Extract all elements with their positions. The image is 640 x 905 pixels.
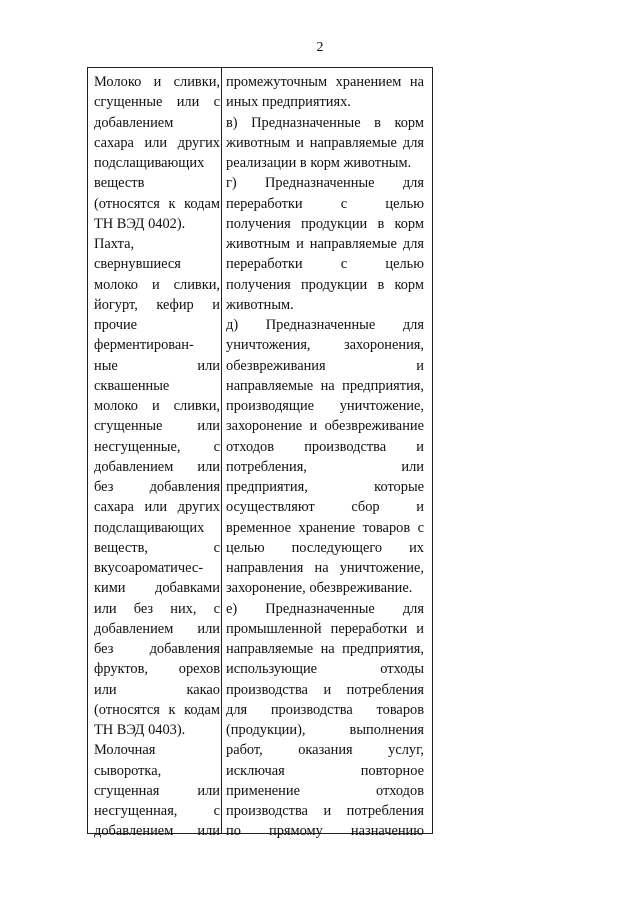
text-line: добавлением bbox=[94, 114, 174, 131]
text-line: для производства товаров bbox=[226, 701, 424, 718]
text-line: в) Предназначенные в корм bbox=[226, 114, 424, 131]
text-line: ные или bbox=[94, 357, 220, 374]
text-line: Молочная bbox=[94, 742, 156, 759]
text-line: д) Предназначенные для bbox=[226, 317, 424, 333]
text-line: веществ, с bbox=[94, 539, 220, 556]
text-line: по прямому назначению bbox=[226, 823, 424, 840]
text-line: ТН ВЭД 0403). bbox=[94, 722, 186, 738]
text-line: вкусоароматичес- bbox=[94, 560, 204, 576]
text-line: захоронение, обезвреживание. bbox=[226, 580, 413, 597]
text-line: йогурт, кефир и bbox=[94, 296, 220, 313]
text-line: производства и потребления bbox=[226, 803, 424, 819]
text-line: несгущенная, с bbox=[94, 803, 220, 819]
page-number: 2 bbox=[316, 40, 324, 55]
text-line: без добавления bbox=[94, 479, 220, 495]
text-line: сахара или других bbox=[94, 134, 220, 151]
text-line: работ, оказания услуг, bbox=[226, 742, 424, 759]
text-line: Молоко и сливки, bbox=[94, 74, 220, 90]
text-line: веществ bbox=[94, 175, 145, 192]
text-line: молоко и сливки, bbox=[94, 398, 220, 414]
text-line: или какао bbox=[94, 681, 220, 698]
text-line: получения продукции в корм bbox=[226, 276, 424, 293]
text-line: применение отходов bbox=[226, 782, 424, 799]
text-line: свернувшиеся bbox=[94, 256, 181, 273]
text-line: е) Предназначенные для bbox=[226, 600, 424, 617]
text-line: сгущенная или bbox=[94, 782, 220, 799]
text-line: переработки с целью bbox=[226, 195, 424, 212]
text-line: направления на уничтожение, bbox=[226, 560, 424, 576]
text-line: кими добавками bbox=[94, 580, 220, 597]
text-line: производящие уничтожение, bbox=[226, 398, 424, 414]
text-line: направляемые на предприятия, bbox=[226, 641, 424, 657]
text-line: осуществляют сбор и bbox=[226, 499, 424, 516]
text-line: г) Предназначенные для bbox=[226, 175, 424, 192]
text-line: молоко и сливки, bbox=[94, 276, 220, 293]
text-line: производства и потребления bbox=[226, 681, 424, 698]
table-column-purposes bbox=[226, 72, 424, 842]
text-line: реализации в корм животным. bbox=[226, 155, 412, 171]
text-line: (относятся к кодам bbox=[94, 701, 220, 718]
text-line: Пахта, bbox=[94, 236, 135, 252]
text-line: сгущенные или с bbox=[94, 94, 220, 111]
text-line: (относятся к кодам bbox=[94, 195, 220, 212]
text-line: сахара или других bbox=[94, 499, 220, 516]
text-line: (продукции), выполнения bbox=[226, 722, 424, 738]
text-line: промежуточным хранением на bbox=[226, 74, 424, 90]
text-line: животным и направляемые для bbox=[226, 236, 424, 252]
text-line: получения продукции в корм bbox=[226, 215, 424, 232]
text-line: добавлением или bbox=[94, 620, 220, 637]
text-line: целью последующего их bbox=[226, 539, 424, 556]
text-line: уничтожения, захоронения, bbox=[226, 337, 424, 354]
text-line: животным. bbox=[226, 296, 294, 313]
text-line: ферментирован- bbox=[94, 337, 194, 354]
text-line: подслащивающих bbox=[94, 155, 205, 171]
text-line: захоронение и обезвреживание bbox=[226, 418, 424, 435]
text-line: исключая повторное bbox=[226, 762, 424, 779]
text-line: фруктов, орехов bbox=[94, 661, 220, 678]
text-line: потребления, или bbox=[226, 458, 424, 475]
column-divider bbox=[221, 67, 222, 834]
text-line: направляемые на предприятия, bbox=[226, 377, 424, 394]
text-line: добавлением или bbox=[94, 823, 220, 840]
text-line: прочие bbox=[94, 317, 138, 333]
text-line: временное хранение товаров с bbox=[226, 519, 424, 536]
text-line: животным и направляемые для bbox=[226, 134, 424, 151]
text-line: без добавления bbox=[94, 641, 220, 657]
text-line: подслащивающих bbox=[94, 519, 205, 536]
text-line: сгущенные или bbox=[94, 418, 220, 435]
text-line: несгущенные, с bbox=[94, 438, 220, 455]
text-line: обезвреживания и bbox=[226, 357, 424, 374]
text-line: использующие отходы bbox=[226, 661, 424, 678]
text-line: сыворотка, bbox=[94, 762, 162, 779]
text-line: отходов производства и bbox=[226, 438, 424, 455]
text-line: сквашенные bbox=[94, 377, 170, 394]
text-line: или без них, с bbox=[94, 600, 220, 617]
text-line: переработки с целью bbox=[226, 256, 424, 273]
table-column-products bbox=[94, 72, 220, 842]
column-divider bbox=[432, 67, 433, 834]
text-line: иных предприятиях. bbox=[226, 94, 351, 111]
text-line: предприятия, которые bbox=[226, 479, 424, 495]
text-line: промышленной переработки и bbox=[226, 620, 424, 637]
text-line: ТН ВЭД 0402). bbox=[94, 215, 186, 232]
text-line: добавлением или bbox=[94, 458, 220, 475]
